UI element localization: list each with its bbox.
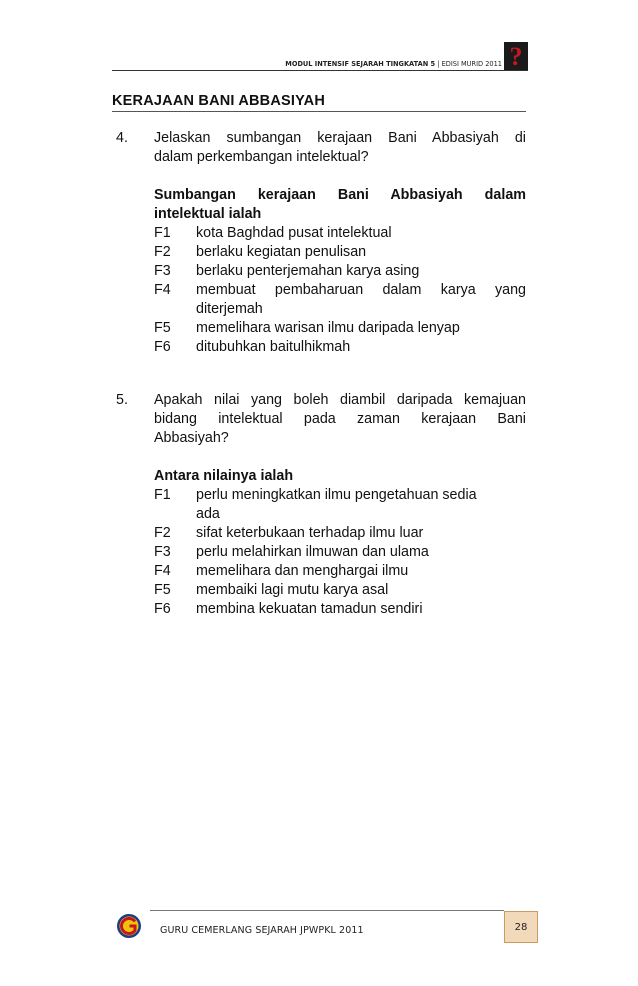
- header-module: MODUL INTENSIF SEJARAH TINGKATAN 5: [285, 60, 436, 68]
- question-text-line: bidang intelektual pada zaman kerajaan Bani: [154, 411, 526, 427]
- answer-lead-line: Antara nilainya ialah: [154, 468, 294, 484]
- header-rule: [112, 70, 528, 71]
- answer-point-continuation: [154, 300, 526, 319]
- point-text: sifat keterbukaan terhadap ilmu luar: [196, 525, 424, 541]
- footer-rule: [150, 910, 504, 911]
- answer-point: [154, 524, 526, 543]
- point-code: F1: [154, 225, 171, 241]
- title-rule: [112, 111, 526, 112]
- point-code: F6: [154, 339, 171, 355]
- point-code: F2: [154, 525, 171, 541]
- question-text-line: Jelaskan sumbangan kerajaan Bani Abbasiyah di: [154, 130, 526, 146]
- point-code: F4: [154, 563, 171, 579]
- jpwpkl-logo-icon: [116, 913, 142, 939]
- point-code: F6: [154, 601, 171, 617]
- question-number: 5.: [116, 392, 128, 408]
- answer-lead-line: Sumbangan kerajaan Bani Abbasiyah dalam: [154, 187, 526, 203]
- answer-point: [154, 581, 526, 600]
- point-text: ada: [196, 506, 220, 522]
- answer-lead-line: intelektual ialah: [154, 206, 262, 222]
- point-text: perlu meningkatkan ilmu pengetahuan sedia: [196, 487, 477, 503]
- point-text: diterjemah: [196, 301, 263, 317]
- page-header: [112, 42, 528, 72]
- question-mark-icon: [504, 42, 528, 70]
- answer-point: [154, 543, 526, 562]
- point-code: F1: [154, 487, 171, 503]
- answer-point: [154, 281, 526, 300]
- point-text: membaiki lagi mutu karya asal: [196, 582, 389, 598]
- point-text: membuat pembaharuan dalam karya yang: [196, 282, 526, 298]
- answer-point: [154, 243, 526, 262]
- point-code: F3: [154, 544, 171, 560]
- page-number: 28: [514, 922, 528, 933]
- point-text: memelihara warisan ilmu daripada lenyap: [196, 320, 460, 336]
- point-text: berlaku penterjemahan karya asing: [196, 263, 420, 279]
- question-text-line: Abbasiyah?: [154, 430, 229, 446]
- answer-point: [154, 224, 526, 243]
- point-code: F5: [154, 320, 171, 336]
- svg-text:?: ?: [509, 42, 523, 70]
- header-text: [285, 60, 502, 68]
- point-code: F5: [154, 582, 171, 598]
- point-text: kota Baghdad pusat intelektual: [196, 225, 392, 241]
- point-text: ditubuhkan baitulhikmah: [196, 339, 351, 355]
- page-number-box: [504, 911, 538, 943]
- point-code: F3: [154, 263, 171, 279]
- answer-point: [154, 262, 526, 281]
- answer-point: [154, 338, 526, 357]
- answer-point: [154, 319, 526, 338]
- point-text: perlu melahirkan ilmuwan dan ulama: [196, 544, 429, 560]
- point-text: membina kekuatan tamadun sendiri: [196, 601, 423, 617]
- footer-text: GURU CEMERLANG SEJARAH JPWPKL 2011: [160, 925, 364, 936]
- point-text: memelihara dan menghargai ilmu: [196, 563, 409, 579]
- question-text-line: dalam perkembangan intelektual?: [154, 149, 369, 165]
- point-text: berlaku kegiatan penulisan: [196, 244, 367, 260]
- header-separator: |: [435, 60, 442, 68]
- question-number: 4.: [116, 130, 128, 146]
- point-code: F4: [154, 282, 171, 298]
- point-code: F2: [154, 244, 171, 260]
- answer-point: [154, 562, 526, 581]
- answer-point: [154, 486, 526, 505]
- header-edition: EDISI MURID 2011: [441, 60, 502, 68]
- answer-point-continuation: [154, 505, 526, 524]
- answer-point: [154, 600, 526, 619]
- page-title: KERAJAAN BANI ABBASIYAH: [112, 93, 325, 109]
- question-text-line: Apakah nilai yang boleh diambil daripada kemajuan: [154, 392, 526, 408]
